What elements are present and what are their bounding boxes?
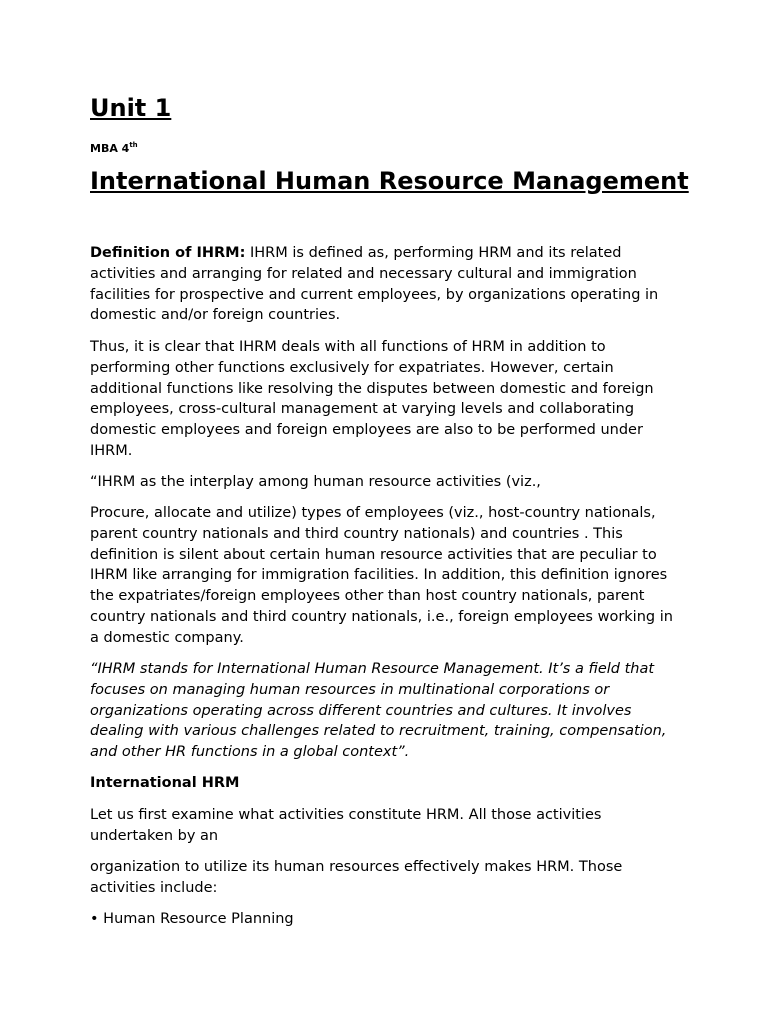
list-item: • Human Resource Planning <box>90 911 294 927</box>
course-prefix: MBA 4 <box>90 142 130 155</box>
paragraph-interplay: “IHRM as the interplay among human resource activities (viz., <box>90 474 541 490</box>
definition-paragraph <box>90 243 682 326</box>
course-label <box>90 137 138 157</box>
page-title: International Human Resource Management <box>90 167 689 195</box>
paragraph-activities-include: organization to utilize its human resources effectively makes HRM. Those activities include: <box>90 859 623 896</box>
paragraph-activities-intro: Let us first examine what activities constitute HRM. All those activities undertaken by an <box>90 807 602 844</box>
quote-paragraph: “IHRM stands for International Human Resource Management. It’s a field that focuses on managing human resources in multinational corporations or organizations operating across different countries and cultures. It involves dealing with various challenges related to recruitment, training, compensation, and other HR functions in a global context”. <box>90 661 667 761</box>
paragraph-employee-types: Procure, allocate and utilize) types of employees (viz., host-country nationals, parent country nationals and third country nationals) and countries . This definition is silent about certain human resource activities that are peculiar to IHRM like arranging for immigration facilities. In addition, this definition ignores the expatriates/foreign employees other than host country nationals, parent country nationals and third country nationals, i.e., foreign employees working in a domestic company. <box>90 505 673 646</box>
definition-text: IHRM is defined as, performing HRM and its related activities and arranging for related and necessary cultural and immigration facilities for prospective and current employees, by organizations operating in domestic and/or foreign countries. <box>90 245 659 324</box>
unit-title: Unit 1 <box>90 94 172 122</box>
course-superscript: th <box>129 141 138 149</box>
paragraph-functions: Thus, it is clear that IHRM deals with all functions of HRM in addition to performing other functions exclusively for expatriates. However, certain additional functions like resolving the disputes between domestic and foreign employees, cross-cultural management at varying levels and collaborating domestic employees and foreign employees are also to be performed under IHRM. <box>90 339 654 459</box>
definition-lead: Definition of IHRM: <box>90 245 246 261</box>
section-heading: International HRM <box>90 775 240 791</box>
